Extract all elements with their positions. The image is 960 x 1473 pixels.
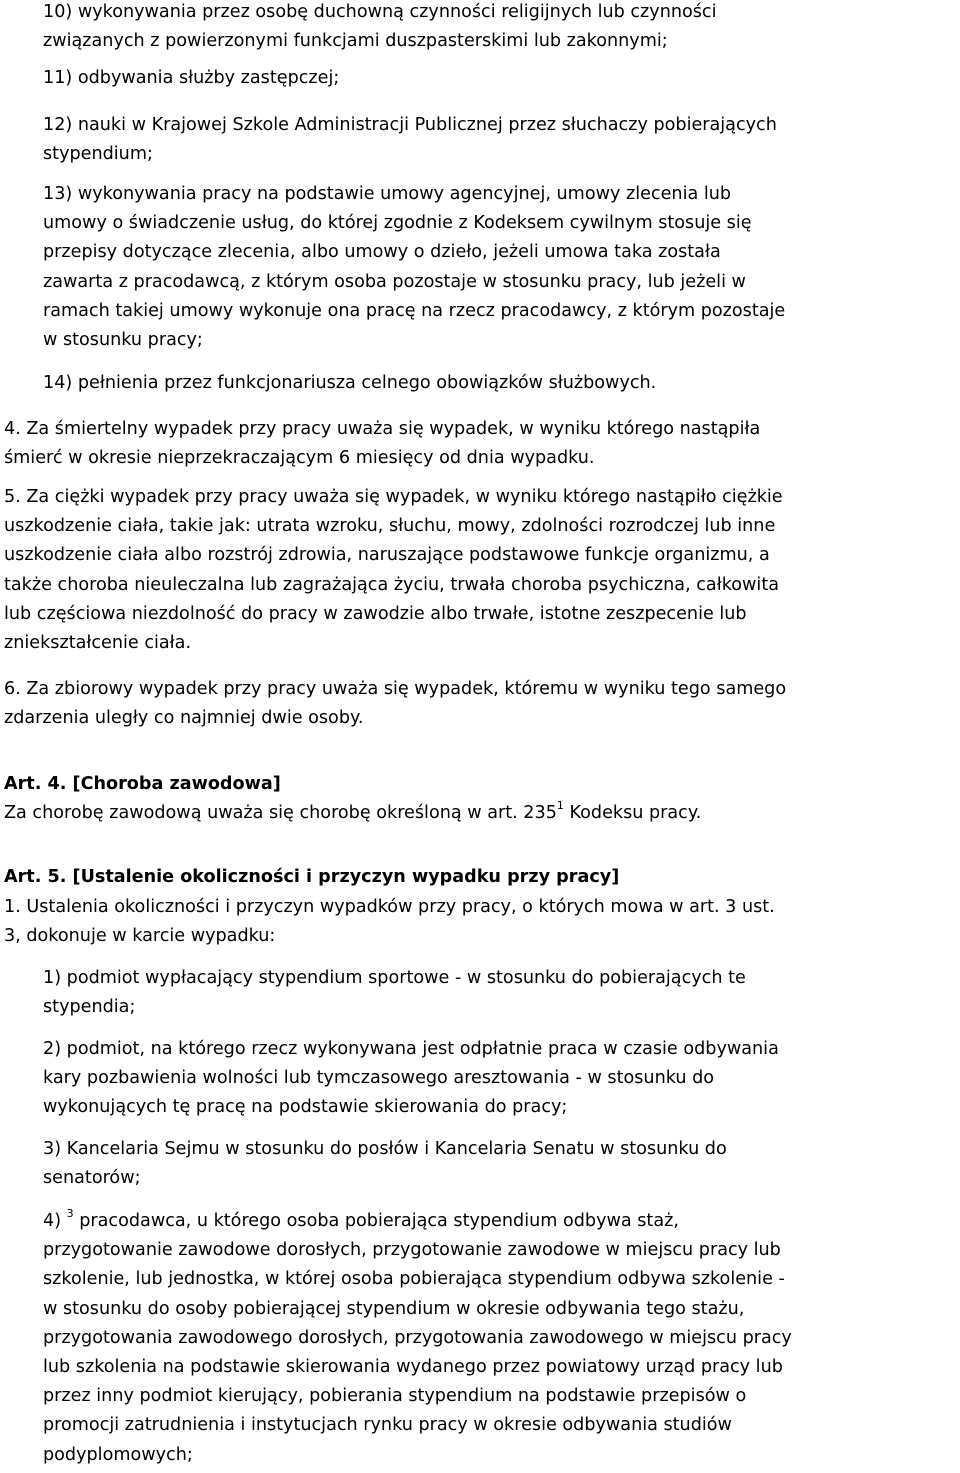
article-5-item-3: 3) Kancelaria Sejmu w stosunku do posłów i Kancelaria Senatu w stosunku do senatorów;	[43, 1139, 727, 1189]
list-item-11: 11) odbywania służby zastępczej;	[43, 68, 340, 88]
article-5-intro: 1. Ustalenia okoliczności i przyczyn wypadków przy pracy, o których mowa w art. 3 ust. 3, dokonuje w karcie wypadku:	[4, 897, 775, 947]
article-4-text-before: Za chorobę zawodową uważa się chorobę określoną w art. 235	[4, 803, 557, 823]
article-5-item-4	[43, 1207, 959, 1470]
article-4-text	[4, 799, 959, 828]
article-4-heading: Art. 4. [Choroba zawodowa]	[4, 774, 281, 794]
point-6: 6. Za zbiorowy wypadek przy pracy uważa się wypadek, któremu w wyniku tego samego zdarzenia uległy co najmniej dwie osoby.	[4, 679, 787, 729]
article-4-text-after: Kodeksu pracy.	[563, 803, 702, 823]
article-5-item-4-text: pracodawca, u którego osoba pobierająca stypendium odbywa staż, przygotowanie zawodowe dorosłych, przygotowanie zawodowe w miejscu pracy lub szkolenie, lub jednostka, w której osoba pobierająca stypendium odbywa szkolenie - w stosunku do osoby pobierającej stypendium w okresie odbywania tego stażu, przygotowania zawodowego dorosłych, przygotowania zawodowego w miejscu pracy lub szkolenia na podstawie skierowania wydanego przez powiatowy urząd pracy lub przez inny podmiot kierujący, pobierania stypendium na podstawie przepisów o promocji zatrudnienia i instytucjach rynku pracy w okresie odbywania studiów podyplomowych;	[43, 1211, 792, 1465]
article-5-item-4-number: 4)	[43, 1211, 62, 1231]
list-item-14: 14) pełnienia przez funkcjonariusza celnego obowiązków służbowych.	[43, 373, 657, 393]
list-item-10: 10) wykonywania przez osobę duchowną czynności religijnych lub czynności związanych z powierzonymi funkcjami duszpasterskimi lub zakonnymi;	[43, 2, 717, 52]
list-item-12: 12) nauki w Krajowej Szkole Administracji Publicznej przez słuchaczy pobierających stypendium;	[43, 115, 777, 165]
article-5-item-1: 1) podmiot wypłacający stypendium sportowe - w stosunku do pobierających te stypendia;	[43, 968, 746, 1018]
footnote-ref-1: 1	[556, 799, 564, 813]
point-5: 5. Za ciężki wypadek przy pracy uważa się wypadek, w wyniku którego nastąpiło ciężkie uszkodzenie ciała, takie jak: utrata wzroku, słuchu, mowy, zdolności rozrodczej lub inne uszkodzenie ciała albo rozstrój zdrowia, naruszające podstawowe funkcje organizmu, a także choroba nieuleczalna lub zagrażająca życiu, trwała choroba psychiczna, całkowita lub częściowa niezdolność do pracy w zawodzie albo trwałe, istotne zeszpecenie lub zniekształcenie ciała.	[4, 487, 783, 654]
list-item-13: 13) wykonywania pracy na podstawie umowy agencyjnej, umowy zlecenia lub umowy o świadczenie usług, do której zgodnie z Kodeksem cywilnym stosuje się przepisy dotyczące zlecenia, albo umowy o dzieło, jeżeli umowa taka została zawarta z pracodawcą, z którym osoba pozostaje w stosunku pracy, lub jeżeli w ramach takiej umowy wykonuje ona pracę na rzecz pracodawcy, z którym pozostaje w stosunku pracy;	[43, 184, 786, 351]
footnote-ref-3: 3	[66, 1207, 74, 1221]
article-5-heading: Art. 5. [Ustalenie okoliczności i przyczyn wypadku przy pracy]	[4, 867, 620, 887]
point-4: 4. Za śmiertelny wypadek przy pracy uważa się wypadek, w wyniku którego nastąpiła śmierć w okresie nieprzekraczającym 6 miesięcy od dnia wypadku.	[4, 419, 761, 469]
article-5-item-2: 2) podmiot, na którego rzecz wykonywana jest odpłatnie praca w czasie odbywania kary pozbawienia wolności lub tymczasowego aresztowania - w stosunku do wykonujących tę pracę na podstawie skierowania do pracy;	[43, 1039, 779, 1118]
